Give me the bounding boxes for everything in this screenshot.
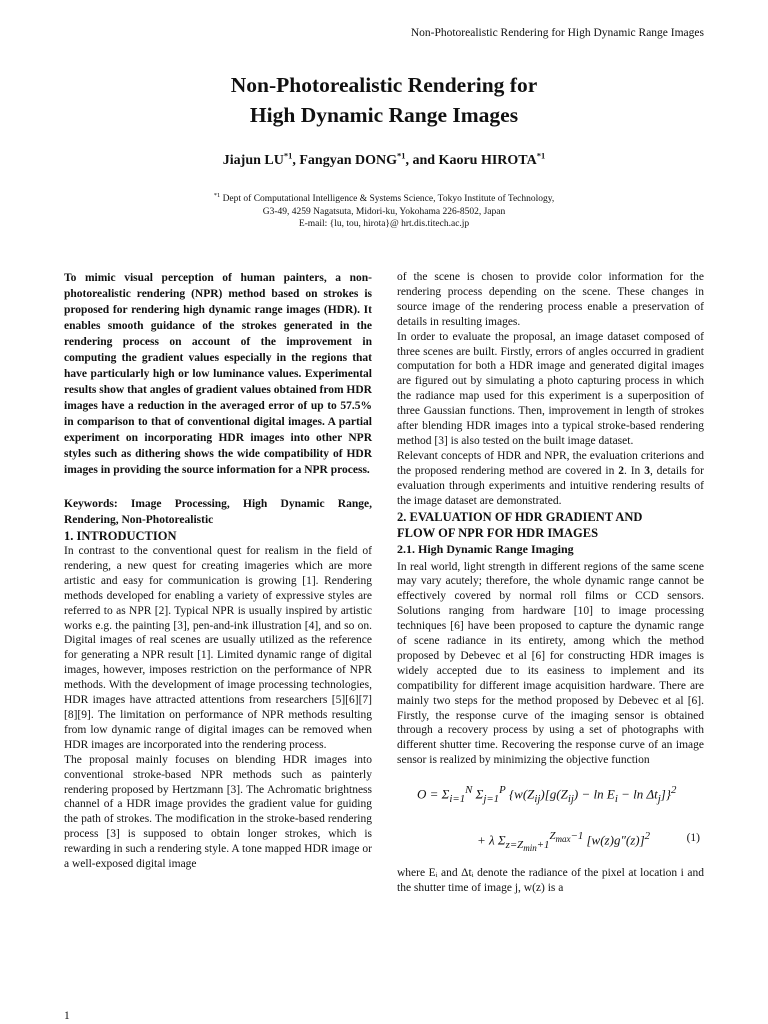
paragraph: of the scene is chosen to provide color information for the rendering process depending on the scene. These changes in source image of the rendering process enable a preservation of details in resulting images. (397, 271, 704, 328)
subsection-heading-hdr-imaging: 2.1. High Dynamic Range Imaging (397, 541, 574, 556)
affiliation-email: E-mail: {lu, tou, hirota}@ hrt.dis.titech.ac.jp (298, 219, 470, 229)
author-mark: *1 (536, 150, 546, 161)
paragraph: In contrast to the conventional quest for realism in the field of rendering, a new quest for creating imageries which are more artistic and easy for communication is growing [1]. Rendering methods developed for enabling a variety of expressive styles are referred to as NPR [2]. Typical NPR is usually inspired by artistic works e.g. the painting [3], pen-and-ink illustration [4], and so on. Digital images of real scenes are usually utilized as the reference for generating a NPR result [1]. Limited dynamic range of digital images, however, imposes restriction on the performance of NPR methods. With the development of image processing technologies, HDR images have attracted attentions from researchers [5][6][7][8][9]. The limitation on performance of NPR methods resulting from low dynamic range of digital images can be removed when HDR images are incorporated into the rendering process. (64, 545, 372, 751)
author-name: Jiajun LU (222, 153, 284, 168)
title-line-2: High Dynamic Range Images (249, 103, 519, 127)
author-name: , and Kaoru HIROTA (405, 153, 537, 168)
left-column (64, 270, 372, 872)
affiliation-line: Dept of Computational Intelligence & Systems Science, Tokyo Institute of Technology, (220, 194, 555, 204)
right-column (397, 270, 704, 896)
paragraph: In order to evaluate the proposal, an image dataset composed of three scenes are built. Firstly, errors of angles occurred in gradient computation for both a HDR image and generated digital images are figured out by simulating a photo capturing process in which the radiance map used for this experiment is a superposition of three Gaussian functions. Then, improvement in length of strokes after blending HDR images into a typical stroke-based rendering method [3] is also tested on the built image dataset. (397, 330, 704, 447)
paper-title (0, 70, 768, 130)
abstract: To mimic visual perception of human painters, a non-photorealistic rendering (NPR) method based on strokes is proposed for rendering high dynamic range images (HDR). It enables smooth guidance of the strokes generated in the rendering process on account of the improvement in computing the gradient values especially in the regions that have particularly high or low luminance values. Experimental results show that angles of gradient values obtained from HDR images have a reduction in the averaged error of up to 57.5% in comparison to that of conventional digital images. A partial experiment on incorporating HDR images into other NPR styles such as dithering shows the wide compatibility of HDR images in providing the source information for a NPR process. (64, 272, 372, 476)
equation-line: + λ $\Sigma_{z=Z_{min}+1}^{Z_{max}-1}$ $[w(z)g''(z)]^2$ (477, 830, 651, 854)
section-ref: 3 (644, 464, 650, 477)
author-list (0, 150, 768, 169)
equation-number: (1) (686, 832, 700, 845)
author-mark: *1 (396, 150, 406, 161)
keywords: Keywords: Image Processing, High Dynamic Range, Rendering, Non-Photorealistic (64, 498, 372, 526)
section-heading-line: FLOW OF NPR FOR HDR IMAGES (397, 525, 599, 540)
title-line-1: Non-Photorealistic Rendering for (230, 73, 538, 97)
paragraph: where Eᵢ and Δtᵢ denote the radiance of the pixel at location i and the shutter time of image j, w(z) is a (397, 867, 704, 895)
equation-line: $O = \Sigma_{i=1}^N$ $\Sigma_{j=1}^P$ $\{w(Z_{ij})[g(Z_{ij}) - \ln E_i - \ln \Delta t_j]\}^2$ (417, 784, 677, 806)
section-ref: 2 (618, 464, 624, 477)
affiliation (0, 193, 768, 231)
affiliation-mark: *1 (213, 191, 221, 199)
author-name: , Fangyan DONG (292, 153, 397, 168)
affiliation-line: G3-49, 4259 Nagatsuta, Midori-ku, Yokohama 226-8502, Japan (262, 206, 506, 217)
running-header: Non-Photorealistic Rendering for High Dynamic Range Images (410, 27, 704, 39)
paragraph: Relevant concepts of HDR and NPR, the evaluation criterions and the proposed rendering method are covered in 2. In 3, details for evaluation through experiments and intuitive rendering results of the image dataset are demonstrated. (397, 449, 704, 507)
paragraph: The proposal mainly focuses on blending HDR images into conventional stroke-based NPR methods such as painterly rendering proposed by Hertzmann [3]. The Achromatic brightness channel of a HDR image provides the gradient value for guiding the path of strokes. The modification in the stroke-based rendering process [3] is supposed to obtain longer strokes, which is rewarding in such a rendering style. A tone mapped HDR image or a well-exposed digital image (64, 753, 372, 871)
section-heading-introduction: 1. INTRODUCTION (64, 529, 177, 543)
section-heading-line: 2. EVALUATION OF HDR GRADIENT AND (397, 509, 643, 524)
page-number: 1 (64, 1010, 70, 1022)
section-heading-evaluation (397, 509, 704, 541)
equation-objective-function (397, 770, 704, 866)
paragraph: In real world, light strength in different regions of the same scene may vary acutely; therefore, the whole dynamic range cannot be effectively covered by normal roll films or CCD sensors. Solutions ranging from hardware [10] to image processing techniques [6] have been proposed to capture the dynamic range of scene radiance in its entirety, among which the method proposed by Debevec et al [6] for constructing HDR images is widely accepted due to its easiness to implement and its compatibility for different image acquisition hardware. There are mainly two steps for the method proposed by Debevec et al [6]. Firstly, the response curve of the imaging sensor is obtained through a recovery process by using a set of photographs with different shutter time. Recovering the response curve of an image sensor is realized by minimizing the objective function (397, 560, 704, 767)
author-mark: *1 (283, 150, 293, 161)
